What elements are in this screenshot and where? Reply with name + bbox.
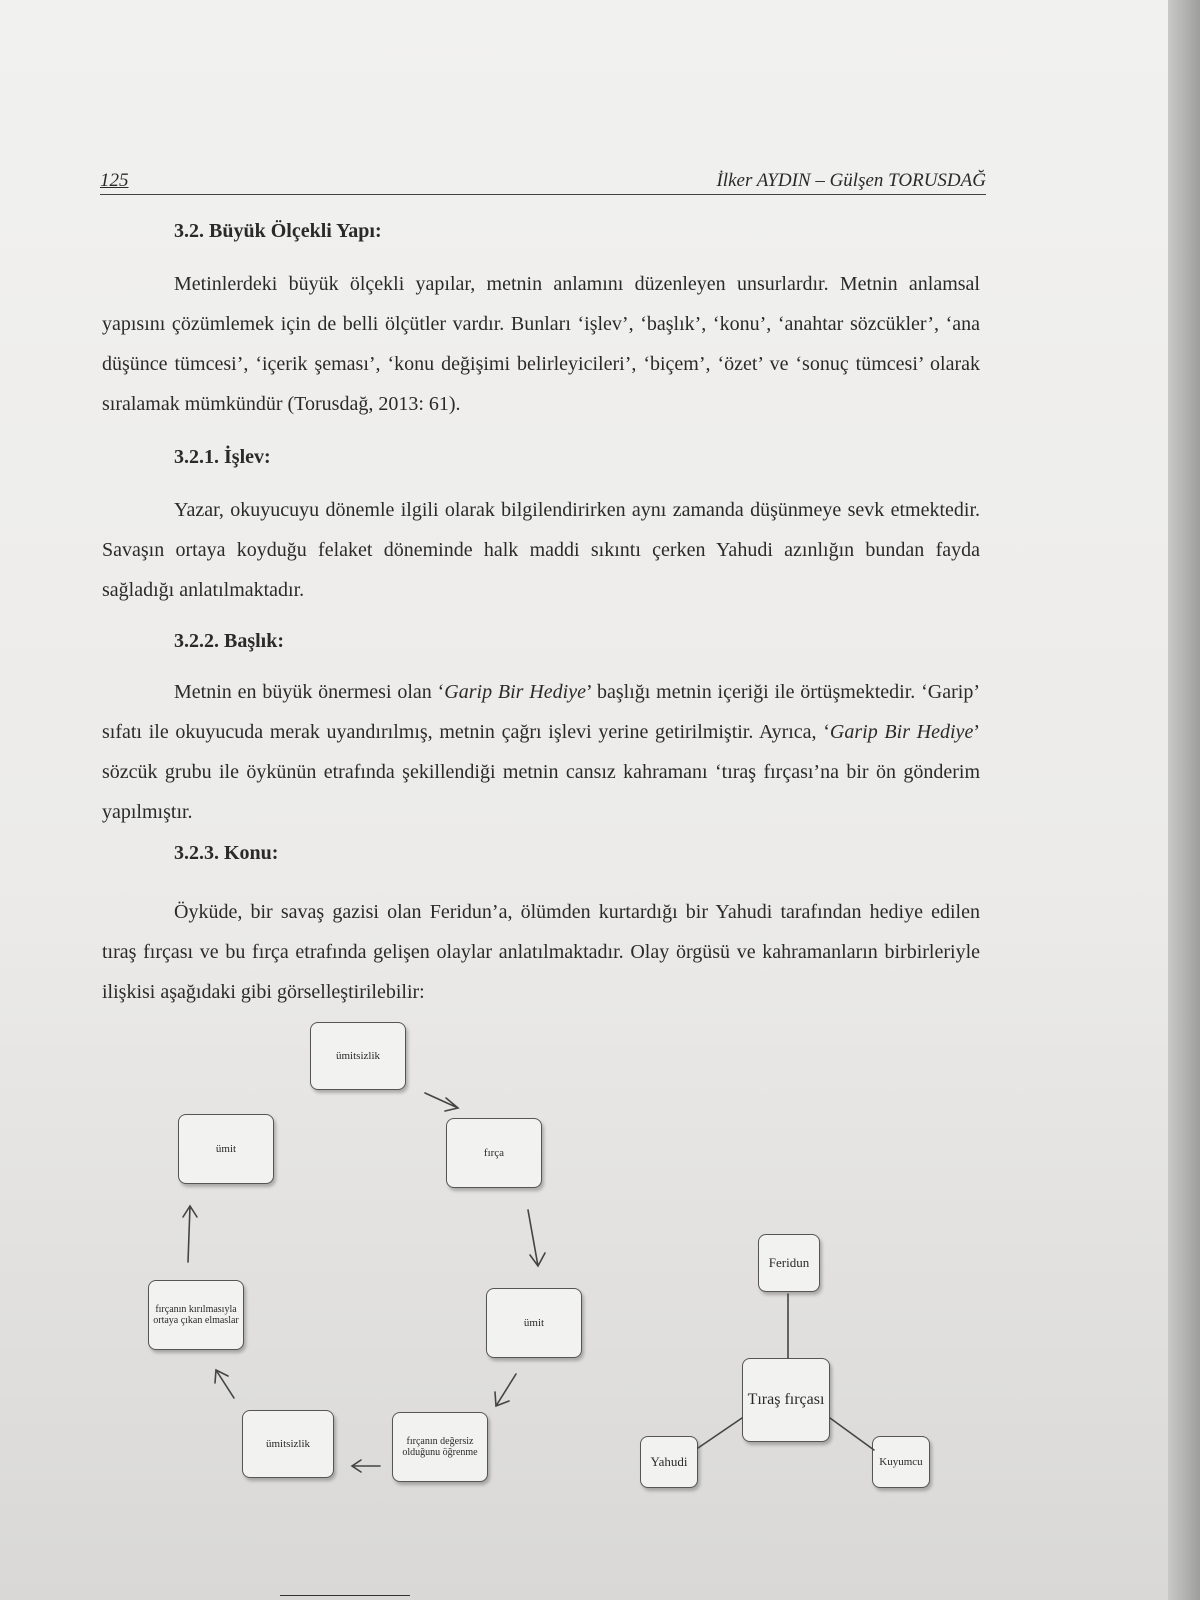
node-umitsizlik-top: ümitsizlik xyxy=(310,1022,406,1090)
node-elmaslar: fırçanın kırılmasıyla ortaya çıkan elmaslar xyxy=(148,1280,244,1350)
node-feridun: Feridun xyxy=(758,1234,820,1292)
arrow-umit-to-degersiz xyxy=(495,1374,516,1406)
arrow-umitsizlik-to-elmaslar xyxy=(215,1370,234,1398)
section-heading-3-2: 3.2. Büyük Ölçekli Yapı: xyxy=(174,220,382,242)
node-yahudi: Yahudi xyxy=(640,1436,698,1488)
header-authors: İlker AYDIN – Gülşen TORUSDAĞ xyxy=(716,170,986,191)
section-heading-3-2-2: 3.2.2. Başlık: xyxy=(174,630,285,652)
paragraph-3-2-1: Yazar, okuyucuyu dönemle ilgili olarak bilgilendirirken aynı zamanda düşünmeye sevk etmektedir. Savaşın ortaya koyduğu felaket döneminde halk maddi sıkıntı çerken Yahudi azınlığın bundan fayda sağladığı anlatılmaktadır. xyxy=(102,499,980,601)
footnote-separator xyxy=(280,1595,410,1596)
section-heading-3-2-3: 3.2.3. Konu: xyxy=(174,842,279,864)
node-umit-right: ümit xyxy=(486,1288,582,1358)
text-run: Metnin en büyük önermesi olan ‘ xyxy=(174,681,445,703)
arrow-degersiz-to-umitsizlik xyxy=(352,1460,380,1472)
node-umitsizlik-bottom: ümitsizlik xyxy=(242,1410,334,1478)
node-kuyumcu: Kuyumcu xyxy=(872,1436,930,1488)
section-heading-3-2-1: 3.2.1. İşlev: xyxy=(174,446,271,468)
text-run: ’ sözcük grubu ile öykünün etrafında şekillendiği metnin cansız kahramanı ‘tıraş fırçası’na bir ön gönderim yapılmıştır. xyxy=(102,721,980,823)
node-degersiz: fırçanın değersiz olduğunu öğrenme xyxy=(392,1412,488,1482)
italic-title: Garip Bir Hediye xyxy=(829,721,974,743)
paragraph-3-2-3: Öyküde, bir savaş gazisi olan Feridun’a, ölümden kurtardığı bir Yahudi tarafından hediye edilen tıraş fırçası ve bu fırça etrafında gelişen olaylar anlatılmaktadır. Olay örgüsü ve kahramanların birbirleriyle ilişkisi aşağıdaki gibi görselleştirilebilir: xyxy=(102,901,980,1003)
paragraph-3-2: Metinlerdeki büyük ölçekli yapılar, metnin anlamını düzenleyen unsurlardır. Metnin anlamsal yapısını çözümlemek için de belli ölçütler vardır. Bunları ‘işlev’, ‘başlık’, ‘konu’, ‘anahtar sözcükler’, ‘ana düşünce tümcesi’, ‘içerik şeması’, ‘konu değişimi belirleyicileri’, ‘biçem’, ‘özet’ ve ‘sonuç tümcesi’ olarak sıralamak mümkündür (Torusdağ, 2013: 61). xyxy=(102,273,980,415)
arrow-elmaslar-to-umit xyxy=(183,1206,197,1262)
line-tiras-kuyumcu xyxy=(830,1418,874,1450)
line-tiras-yahudi xyxy=(698,1418,742,1448)
text-run: ’ başlığı metnin içeriği ile örtüşmektedir. ‘Garip’ sıfatı ile okuyucuda merak uyandırılmış, metnin çağrı işlevi yerine getirilmiştir. Ayrıca, ‘ xyxy=(102,681,980,743)
italic-title: Garip Bir Hediye xyxy=(444,681,586,703)
node-tiras-fircasi: Tıraş fırçası xyxy=(742,1358,830,1442)
node-umit-left: ümit xyxy=(178,1114,274,1184)
arrow-firca-to-umit xyxy=(528,1210,545,1266)
arrow-umitsizlik-to-firca xyxy=(425,1093,458,1111)
node-firca: fırça xyxy=(446,1118,542,1188)
page-number: 125 xyxy=(100,170,129,191)
